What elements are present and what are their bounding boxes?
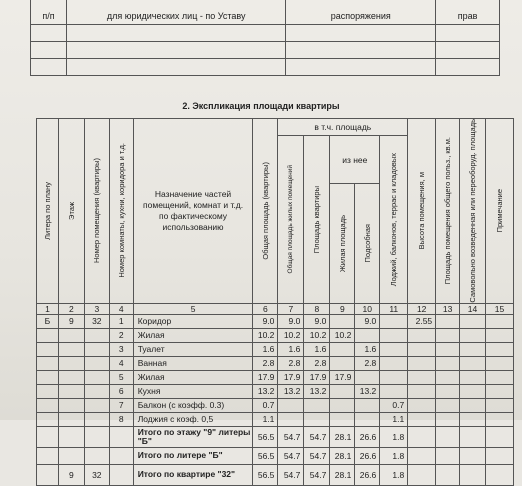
table-cell: Туалет xyxy=(133,342,253,356)
table-cell: 11 xyxy=(380,303,408,314)
table-cell xyxy=(304,398,330,412)
table-cell: 1.6 xyxy=(253,342,278,356)
table-cell: 5 xyxy=(109,370,133,384)
table-cell xyxy=(37,447,59,464)
header-label: Номер помещения (квартиры) xyxy=(92,158,102,264)
table-cell xyxy=(58,328,84,342)
header-of-which: из нее xyxy=(330,136,380,184)
header-litera xyxy=(37,119,59,304)
table-cell xyxy=(330,314,355,328)
table-cell: 3 xyxy=(84,303,109,314)
table-cell: 12 xyxy=(408,303,436,314)
table-cell xyxy=(355,412,380,426)
table-cell xyxy=(31,42,67,59)
table-row xyxy=(37,398,514,412)
table-cell xyxy=(37,412,59,426)
table-cell xyxy=(286,42,436,59)
table-cell xyxy=(436,398,460,412)
table-cell xyxy=(460,412,486,426)
table-cell: 17.9 xyxy=(253,370,278,384)
header-label: Жилая площадь xyxy=(337,214,347,272)
table-cell xyxy=(330,384,355,398)
table-cell xyxy=(66,25,285,42)
table-cell: 54.7 xyxy=(304,426,330,447)
table-cell xyxy=(485,328,513,342)
header-common-area xyxy=(436,119,460,304)
table-cell xyxy=(436,25,500,42)
table-cell: 2.8 xyxy=(355,356,380,370)
header-label: Лоджий, балконов, террас и кладовых xyxy=(389,152,399,286)
table-cell xyxy=(37,426,59,447)
table-cell xyxy=(460,370,486,384)
table-row xyxy=(37,370,514,384)
area-explication-table xyxy=(36,118,514,486)
header-loggias xyxy=(380,136,408,304)
table-cell: 9.0 xyxy=(355,314,380,328)
table-cell: 54.7 xyxy=(304,464,330,485)
table-cell: 6 xyxy=(253,303,278,314)
table-cell xyxy=(330,342,355,356)
table-cell xyxy=(436,412,460,426)
table-cell: 1.8 xyxy=(380,447,408,464)
table-cell xyxy=(58,384,84,398)
table-cell: 28.1 xyxy=(330,447,355,464)
table-cell: 1.6 xyxy=(304,342,330,356)
table-cell xyxy=(286,59,436,76)
table-cell: 26.6 xyxy=(355,464,380,485)
table-cell xyxy=(436,59,500,76)
table-cell xyxy=(485,370,513,384)
table-cell: 13.2 xyxy=(253,384,278,398)
table-cell: 1.8 xyxy=(380,464,408,485)
table-cell xyxy=(408,356,436,370)
table-cell: 10.2 xyxy=(278,328,304,342)
total-row xyxy=(37,464,514,485)
table-cell: 8 xyxy=(109,412,133,426)
table-cell xyxy=(58,426,84,447)
table-cell xyxy=(66,42,285,59)
table-cell xyxy=(109,464,133,485)
table-cell: Итого по этажу "9" литеры "Б" xyxy=(133,426,253,447)
header-label: Литера по плану xyxy=(42,181,52,240)
header-self-redev xyxy=(460,119,486,304)
table-cell: 13.2 xyxy=(278,384,304,398)
table-cell: 13.2 xyxy=(355,384,380,398)
table-cell xyxy=(460,464,486,485)
header-apartment-area xyxy=(304,136,330,304)
table-cell xyxy=(37,342,59,356)
table-cell xyxy=(436,447,460,464)
table-cell xyxy=(58,356,84,370)
table-cell: 2 xyxy=(109,328,133,342)
table-cell xyxy=(58,398,84,412)
table-cell: 54.7 xyxy=(278,464,304,485)
table-row xyxy=(31,25,500,42)
table-cell xyxy=(84,342,109,356)
table-cell xyxy=(485,412,513,426)
table-cell xyxy=(84,370,109,384)
table-cell xyxy=(58,412,84,426)
table-cell xyxy=(485,342,513,356)
table-cell: Лоджия с коэф. 0,5 xyxy=(133,412,253,426)
table-cell xyxy=(84,384,109,398)
table-cell xyxy=(436,356,460,370)
header-floor xyxy=(58,119,84,304)
table-cell: 5 xyxy=(133,303,253,314)
table-cell: 54.7 xyxy=(304,447,330,464)
table-cell: 17.9 xyxy=(278,370,304,384)
table-cell xyxy=(408,398,436,412)
table-cell xyxy=(355,398,380,412)
table-cell xyxy=(355,370,380,384)
header-label: Самовольно возведенная или переоборуд. площадь xyxy=(468,119,478,303)
table-cell: 17.9 xyxy=(304,370,330,384)
table-cell xyxy=(485,398,513,412)
table-cell xyxy=(84,328,109,342)
table-cell xyxy=(436,384,460,398)
table-cell xyxy=(408,384,436,398)
table-cell: 8 xyxy=(304,303,330,314)
table-cell xyxy=(330,412,355,426)
table-cell: 10.2 xyxy=(253,328,278,342)
table-cell: 0.7 xyxy=(380,398,408,412)
table-cell: 0.7 xyxy=(253,398,278,412)
table-cell xyxy=(330,356,355,370)
column-numbers-row xyxy=(37,303,514,314)
table-cell xyxy=(485,447,513,464)
table-cell xyxy=(408,426,436,447)
table-cell: 13 xyxy=(436,303,460,314)
table-cell: Коридор xyxy=(133,314,253,328)
table-cell: 1.6 xyxy=(278,342,304,356)
table-cell xyxy=(436,328,460,342)
table-cell: Жилая xyxy=(133,328,253,342)
table-cell xyxy=(408,464,436,485)
header-label: Подсобная xyxy=(362,224,372,263)
header-label: Номер комнаты, кухни, коридора и т.д. xyxy=(116,143,126,279)
table-cell: 9.0 xyxy=(304,314,330,328)
table-cell: 32 xyxy=(84,464,109,485)
table-cell: 4 xyxy=(109,356,133,370)
header-incl-area: в т.ч. площадь xyxy=(278,119,408,136)
table-cell xyxy=(278,398,304,412)
table-cell xyxy=(485,356,513,370)
header-total-living xyxy=(278,136,304,304)
table-cell: 3 xyxy=(109,342,133,356)
table-cell xyxy=(31,25,67,42)
table-cell xyxy=(460,447,486,464)
table-cell xyxy=(436,42,500,59)
table-cell: 28.1 xyxy=(330,426,355,447)
table-cell xyxy=(485,314,513,328)
table-cell xyxy=(460,356,486,370)
table-cell: 1 xyxy=(37,303,59,314)
table-cell: 10.2 xyxy=(304,328,330,342)
table-cell xyxy=(380,356,408,370)
table-cell xyxy=(380,342,408,356)
header-total-area xyxy=(253,119,278,304)
table-row xyxy=(37,412,514,426)
table-cell: 32 xyxy=(84,314,109,328)
table-cell: 7 xyxy=(278,303,304,314)
table-cell: 1.1 xyxy=(380,412,408,426)
header-label: Площадь квартиры xyxy=(312,185,322,253)
table-cell xyxy=(304,412,330,426)
table-cell: 7 xyxy=(109,398,133,412)
table-cell: 9 xyxy=(58,464,84,485)
table-cell xyxy=(460,426,486,447)
table-cell: 2.8 xyxy=(253,356,278,370)
table-cell: 28.1 xyxy=(330,464,355,485)
header-note xyxy=(485,119,513,304)
table-cell xyxy=(66,59,285,76)
table-cell: 13.2 xyxy=(304,384,330,398)
table-cell xyxy=(355,328,380,342)
table-cell xyxy=(460,314,486,328)
table-cell: Ванная xyxy=(133,356,253,370)
table-cell xyxy=(31,59,67,76)
table-cell xyxy=(436,314,460,328)
table-cell: 1.1 xyxy=(253,412,278,426)
total-row xyxy=(37,426,514,447)
header-legal-entities: для юридических лиц - по Уставу xyxy=(66,0,285,25)
table-cell: 26.6 xyxy=(355,426,380,447)
table-cell: 56.5 xyxy=(253,464,278,485)
table-cell: 15 xyxy=(485,303,513,314)
header-label: Высота помещения, м xyxy=(417,172,427,250)
header-pp: п/п xyxy=(31,0,67,25)
table-cell: 9 xyxy=(58,314,84,328)
table-cell xyxy=(58,342,84,356)
table-cell xyxy=(408,342,436,356)
table-cell xyxy=(109,447,133,464)
table-cell: 56.5 xyxy=(253,426,278,447)
table-cell: Итого по литере "Б" xyxy=(133,447,253,464)
table-row xyxy=(37,356,514,370)
table-cell xyxy=(408,412,436,426)
table-cell xyxy=(436,464,460,485)
table-cell xyxy=(408,328,436,342)
table-cell xyxy=(485,426,513,447)
table-cell: 54.7 xyxy=(278,426,304,447)
table-cell xyxy=(278,412,304,426)
table-cell xyxy=(84,356,109,370)
table-cell: 2.8 xyxy=(304,356,330,370)
table-cell: Б xyxy=(37,314,59,328)
header-label: Общая площадь (квартиры) xyxy=(260,162,270,260)
table-cell: 54.7 xyxy=(278,447,304,464)
table-cell: Балкон (с коэфф. 0.3) xyxy=(133,398,253,412)
table-cell: 2.55 xyxy=(408,314,436,328)
table-cell xyxy=(460,342,486,356)
table-cell: Итого по квартире "32" xyxy=(133,464,253,485)
table-cell xyxy=(330,398,355,412)
header-auxiliary xyxy=(355,184,380,303)
header-label: Примечание xyxy=(494,189,504,233)
table-cell xyxy=(58,370,84,384)
table-cell xyxy=(485,384,513,398)
header-order: распоряжения xyxy=(286,0,436,25)
table-cell: 6 xyxy=(109,384,133,398)
table-cell xyxy=(485,464,513,485)
table-cell xyxy=(460,328,486,342)
header-label: Общая площадь жилых помещений xyxy=(287,165,295,274)
header-room-no xyxy=(109,119,133,304)
table-cell xyxy=(460,384,486,398)
table-cell: Кухня xyxy=(133,384,253,398)
header-living-area xyxy=(330,184,355,303)
table-cell xyxy=(84,447,109,464)
table-cell: 9.0 xyxy=(253,314,278,328)
table-cell xyxy=(37,356,59,370)
table-cell xyxy=(436,370,460,384)
header-apartment-no xyxy=(84,119,109,304)
table-cell xyxy=(37,384,59,398)
header-label: Площадь помещения общего польз., кв.м. xyxy=(443,137,453,285)
table-cell xyxy=(380,384,408,398)
table-cell: 9.0 xyxy=(278,314,304,328)
header-rights: прав xyxy=(436,0,500,25)
table-row xyxy=(37,314,514,328)
header-label: Этаж xyxy=(66,201,76,220)
total-row xyxy=(37,447,514,464)
table-cell xyxy=(84,398,109,412)
table-cell xyxy=(286,25,436,42)
table-cell: 1 xyxy=(109,314,133,328)
table-cell xyxy=(58,447,84,464)
table-cell: 4 xyxy=(109,303,133,314)
table-row xyxy=(37,342,514,356)
table-cell: Жилая xyxy=(133,370,253,384)
table-cell: 14 xyxy=(460,303,486,314)
table-cell xyxy=(436,342,460,356)
table-cell: 1.6 xyxy=(355,342,380,356)
table-cell xyxy=(408,447,436,464)
table-cell: 2 xyxy=(58,303,84,314)
table-cell xyxy=(37,370,59,384)
table-cell xyxy=(436,426,460,447)
table-cell: 10.2 xyxy=(330,328,355,342)
table-cell: 17.9 xyxy=(330,370,355,384)
header-height xyxy=(408,119,436,304)
table-cell: 9 xyxy=(330,303,355,314)
table-row xyxy=(37,328,514,342)
header-purpose: Назначение частей помещений, комнат и т.д. по фактическому использованию xyxy=(133,119,253,304)
table-cell xyxy=(84,412,109,426)
table-row xyxy=(31,42,500,59)
table-row xyxy=(37,384,514,398)
table-cell xyxy=(380,370,408,384)
table-cell xyxy=(460,398,486,412)
table-cell xyxy=(380,314,408,328)
table-cell: 56.5 xyxy=(253,447,278,464)
table-cell: 2.8 xyxy=(278,356,304,370)
table-cell xyxy=(84,426,109,447)
table-cell: 10 xyxy=(355,303,380,314)
table-cell: 26.6 xyxy=(355,447,380,464)
section-title: 2. Экспликация площади квартиры xyxy=(182,101,340,111)
table-cell: 1.8 xyxy=(380,426,408,447)
table-cell xyxy=(380,328,408,342)
owners-table xyxy=(30,0,500,76)
table-cell xyxy=(37,398,59,412)
table-cell xyxy=(408,370,436,384)
table-cell xyxy=(37,464,59,485)
table-row xyxy=(31,59,500,76)
table-cell xyxy=(37,328,59,342)
table-cell xyxy=(109,426,133,447)
